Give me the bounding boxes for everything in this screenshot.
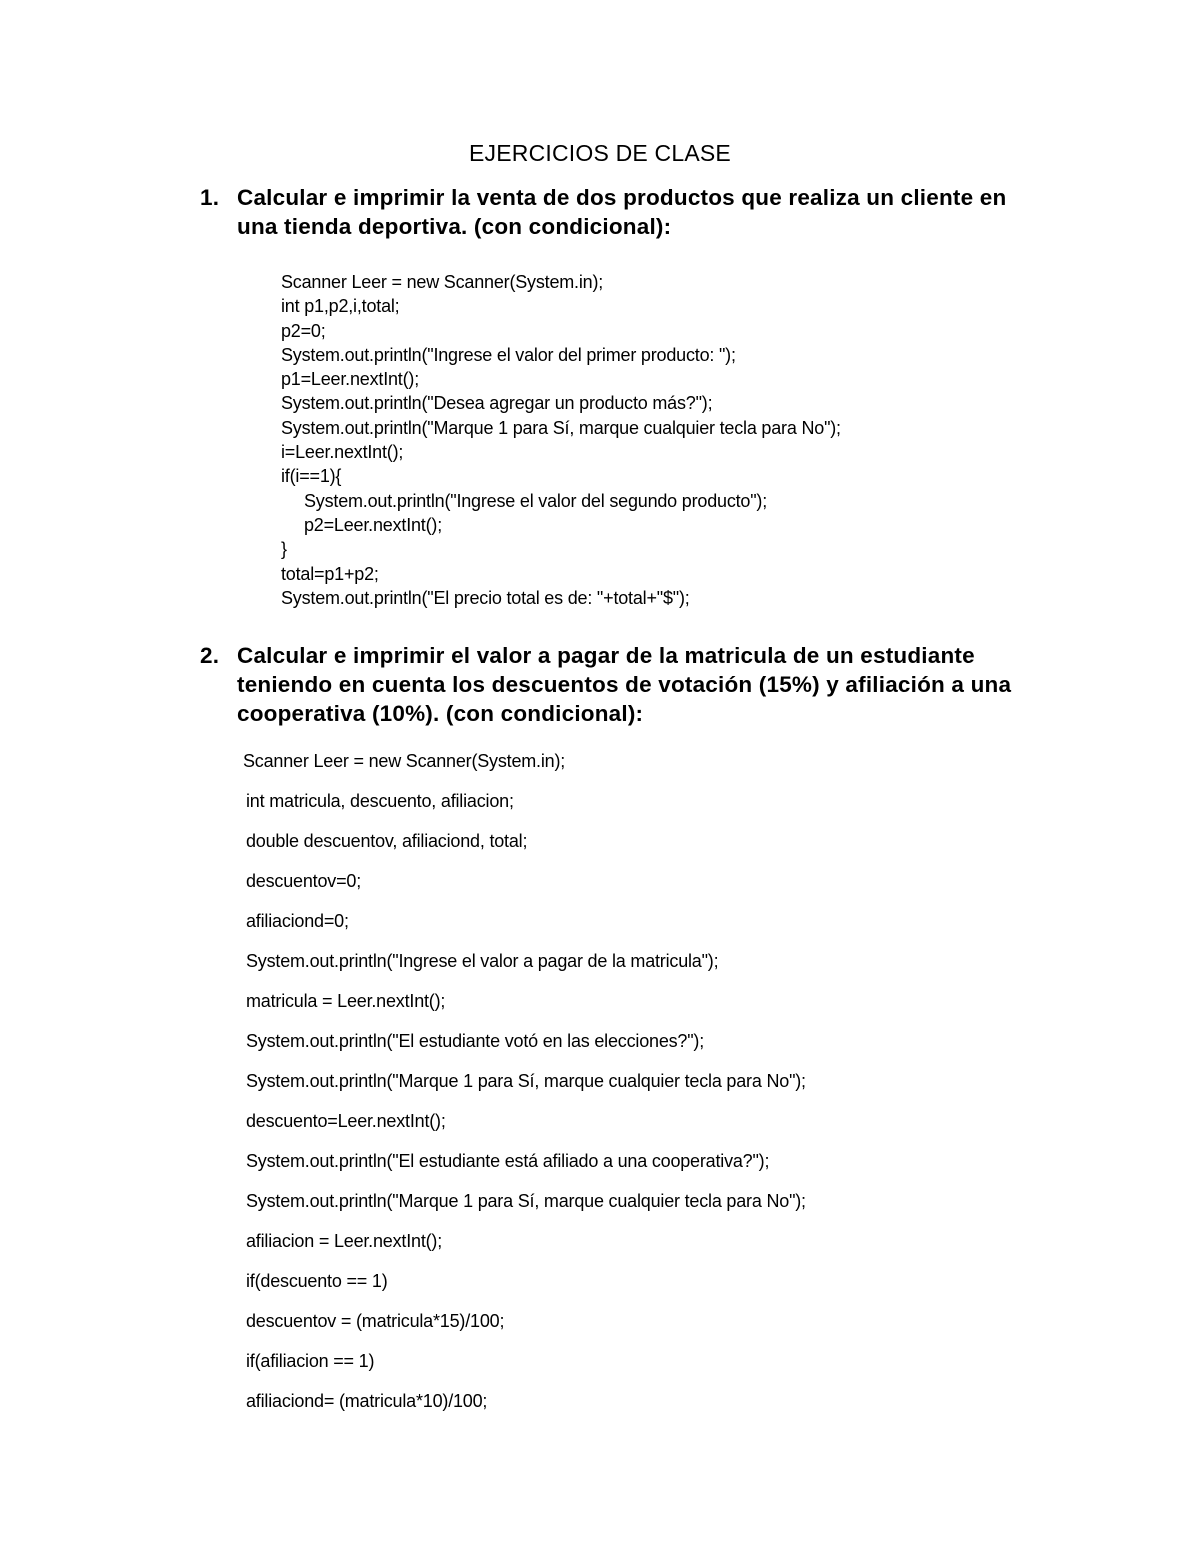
- code-line: System.out.println("Ingrese el valor del primer producto: ");: [281, 344, 736, 365]
- code-line: int p1,p2,i,total;: [281, 296, 400, 317]
- code-line: if(descuento == 1): [246, 1271, 388, 1291]
- code-line: if(afiliacion == 1): [246, 1351, 375, 1371]
- code-line: System.out.println("El precio total es de: "+total+"$");: [281, 587, 690, 608]
- code-line: System.out.println("Marque 1 para Sí, marque cualquier tecla para No");: [281, 417, 841, 438]
- page-title: EJERCICIOS DE CLASE: [469, 140, 731, 166]
- exercise-1-number: 1.: [200, 185, 220, 210]
- code-line: System.out.println("El estudiante votó en las elecciones?");: [246, 1031, 705, 1051]
- code-line: afiliacion = Leer.nextInt();: [246, 1231, 443, 1251]
- code-line: p1=Leer.nextInt();: [281, 369, 419, 390]
- exercise-2-text: Calcular e imprimir el valor a pagar de la matricula de un estudiante teniendo en cuenta los descuentos de votación (15%) y afiliación a una cooperativa (10%). (con condicional):: [237, 643, 1012, 726]
- code-line: int matricula, descuento, afiliacion;: [246, 791, 514, 811]
- code-line: }: [281, 539, 287, 560]
- exercise-1-statement: [200, 183, 1050, 241]
- code-line: System.out.println("Marque 1 para Sí, marque cualquier tecla para No");: [246, 1071, 806, 1091]
- code-line: System.out.println("Marque 1 para Sí, marque cualquier tecla para No");: [246, 1191, 806, 1211]
- code-line: i=Leer.nextInt();: [281, 442, 404, 463]
- code-line: System.out.println("Ingrese el valor del segundo producto");: [304, 490, 768, 511]
- exercise-1-text: Calcular e imprimir la venta de dos productos que realiza un cliente en una tienda deportiva. (con condicional):: [237, 185, 1007, 239]
- code-line: if(i==1){: [281, 466, 342, 487]
- code-line: total=p1+p2;: [281, 563, 379, 584]
- code-line: double descuentov, afiliaciond, total;: [246, 831, 528, 851]
- code-line: System.out.println("Desea agregar un producto más?");: [281, 393, 713, 414]
- code-line: afiliaciond= (matricula*10)/100;: [246, 1391, 488, 1411]
- code-line: descuento=Leer.nextInt();: [246, 1111, 446, 1131]
- code-line: Scanner Leer = new Scanner(System.in);: [243, 751, 566, 771]
- code-line: p2=Leer.nextInt();: [304, 514, 442, 535]
- code-line: matricula = Leer.nextInt();: [246, 991, 446, 1011]
- exercise-1-code: [281, 270, 1141, 610]
- code-line: System.out.println("Ingrese el valor a pagar de la matricula");: [246, 951, 719, 971]
- code-line: descuentov=0;: [246, 871, 361, 891]
- code-line: descuentov = (matricula*15)/100;: [246, 1311, 505, 1331]
- code-line: System.out.println("El estudiante está afiliado a una cooperativa?");: [246, 1151, 770, 1171]
- exercise-2-number: 2.: [200, 643, 220, 668]
- exercise-2-code: [243, 741, 1143, 1421]
- code-line: p2=0;: [281, 320, 326, 341]
- code-line: afiliaciond=0;: [246, 911, 349, 931]
- code-line: Scanner Leer = new Scanner(System.in);: [281, 272, 604, 292]
- exercise-2-statement: [200, 641, 1050, 728]
